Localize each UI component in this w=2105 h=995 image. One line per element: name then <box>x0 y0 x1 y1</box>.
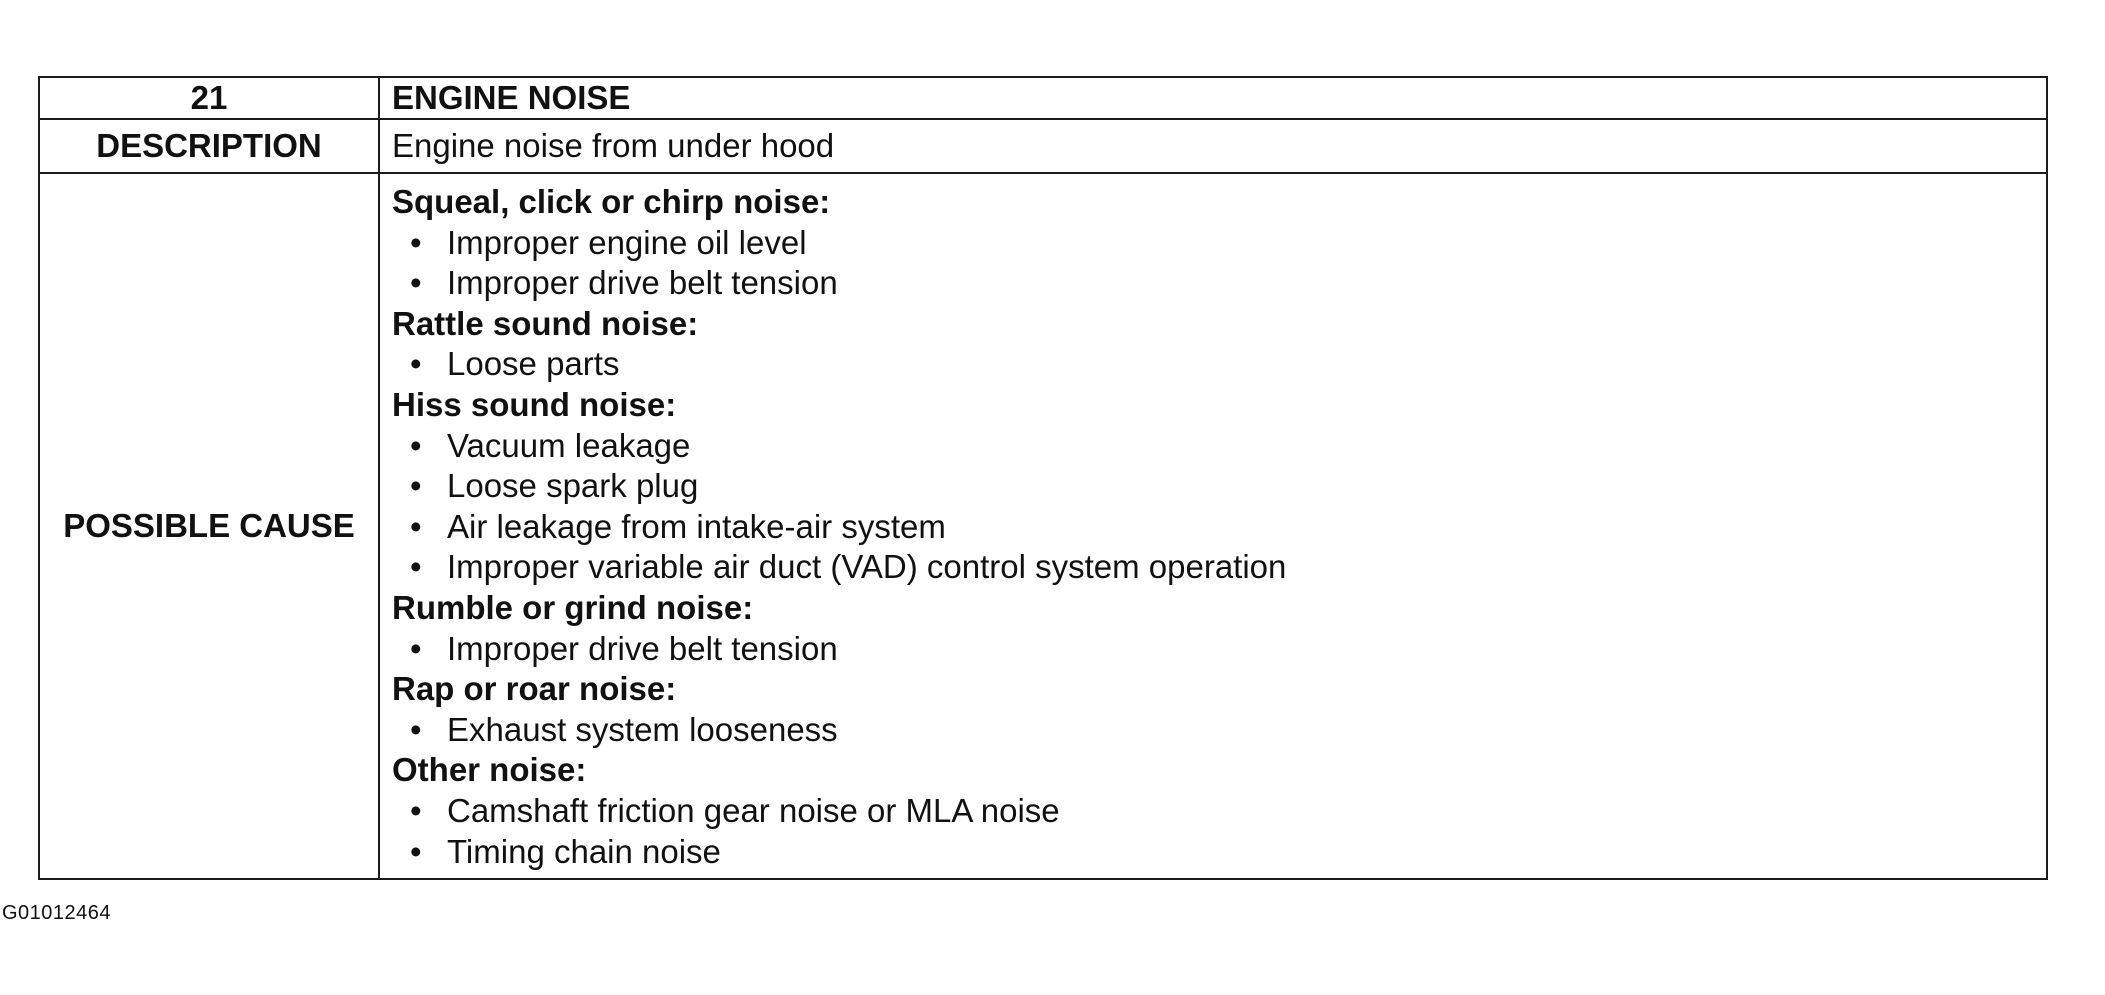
item-title: ENGINE NOISE <box>379 77 2047 119</box>
bullet-icon: • <box>410 467 422 505</box>
cause-item <box>392 426 2034 467</box>
possible-cause-row <box>39 173 2047 879</box>
cause-list <box>392 344 2034 385</box>
cause-item-text: Improper variable air duct (VAD) control system operation <box>447 548 1287 586</box>
cause-item-text: Improper drive belt tension <box>447 629 838 667</box>
cause-item <box>392 223 2034 264</box>
cause-item <box>392 507 2034 548</box>
bullet-icon: • <box>410 426 422 464</box>
bullet-icon: • <box>410 832 422 870</box>
bullet-icon: • <box>410 629 422 667</box>
cause-group-heading: Rattle sound noise: <box>392 304 699 342</box>
possible-cause-list <box>379 173 2047 879</box>
cause-group-heading: Rap or roar noise: <box>392 670 677 708</box>
cause-item-text: Improper drive belt tension <box>447 264 838 302</box>
cause-item-text: Timing chain noise <box>447 832 721 870</box>
cause-group <box>392 750 2034 872</box>
cause-item-text: Improper engine oil level <box>447 223 807 261</box>
cause-group-heading: Other noise: <box>392 751 587 789</box>
cause-item-text: Vacuum leakage <box>447 426 691 464</box>
item-number: 21 <box>39 77 379 119</box>
description-label: DESCRIPTION <box>39 119 379 173</box>
bullet-icon: • <box>410 791 422 829</box>
cause-item-text: Camshaft friction gear noise or MLA noise <box>447 791 1060 829</box>
cause-group-heading: Squeal, click or chirp noise: <box>392 183 831 220</box>
description-text: Engine noise from under hood <box>379 119 2047 173</box>
cause-list <box>392 791 2034 872</box>
cause-item-text: Loose parts <box>447 345 620 383</box>
cause-item <box>392 466 2034 507</box>
description-row <box>39 119 2047 173</box>
bullet-icon: • <box>410 507 422 545</box>
bullet-icon: • <box>410 264 422 302</box>
cause-group <box>392 304 2034 385</box>
cause-item <box>392 263 2034 304</box>
cause-item <box>392 710 2034 751</box>
cause-group-heading: Rumble or grind noise: <box>392 588 754 626</box>
cause-group-heading: Hiss sound noise: <box>392 385 677 423</box>
cause-item <box>392 832 2034 873</box>
cause-list <box>392 710 2034 751</box>
bullet-icon: • <box>410 345 422 383</box>
bullet-icon: • <box>410 548 422 586</box>
cause-list <box>392 426 2034 588</box>
figure-code: G01012464 <box>2 902 112 924</box>
cause-item <box>392 629 2034 670</box>
cause-item-text: Air leakage from intake-air system <box>447 507 946 545</box>
diagnostic-table <box>38 76 2048 880</box>
cause-list <box>392 629 2034 670</box>
title-row <box>39 77 2047 119</box>
cause-group <box>392 182 2034 304</box>
cause-list <box>392 223 2034 304</box>
cause-group <box>392 385 2034 588</box>
cause-item <box>392 547 2034 588</box>
cause-group <box>392 669 2034 750</box>
cause-item-text: Loose spark plug <box>447 467 699 505</box>
cause-item-text: Exhaust system looseness <box>447 710 838 748</box>
cause-group <box>392 588 2034 669</box>
possible-cause-label: POSSIBLE CAUSE <box>39 173 379 879</box>
bullet-icon: • <box>410 223 422 261</box>
cause-item <box>392 344 2034 385</box>
cause-item <box>392 791 2034 832</box>
bullet-icon: • <box>410 710 422 748</box>
